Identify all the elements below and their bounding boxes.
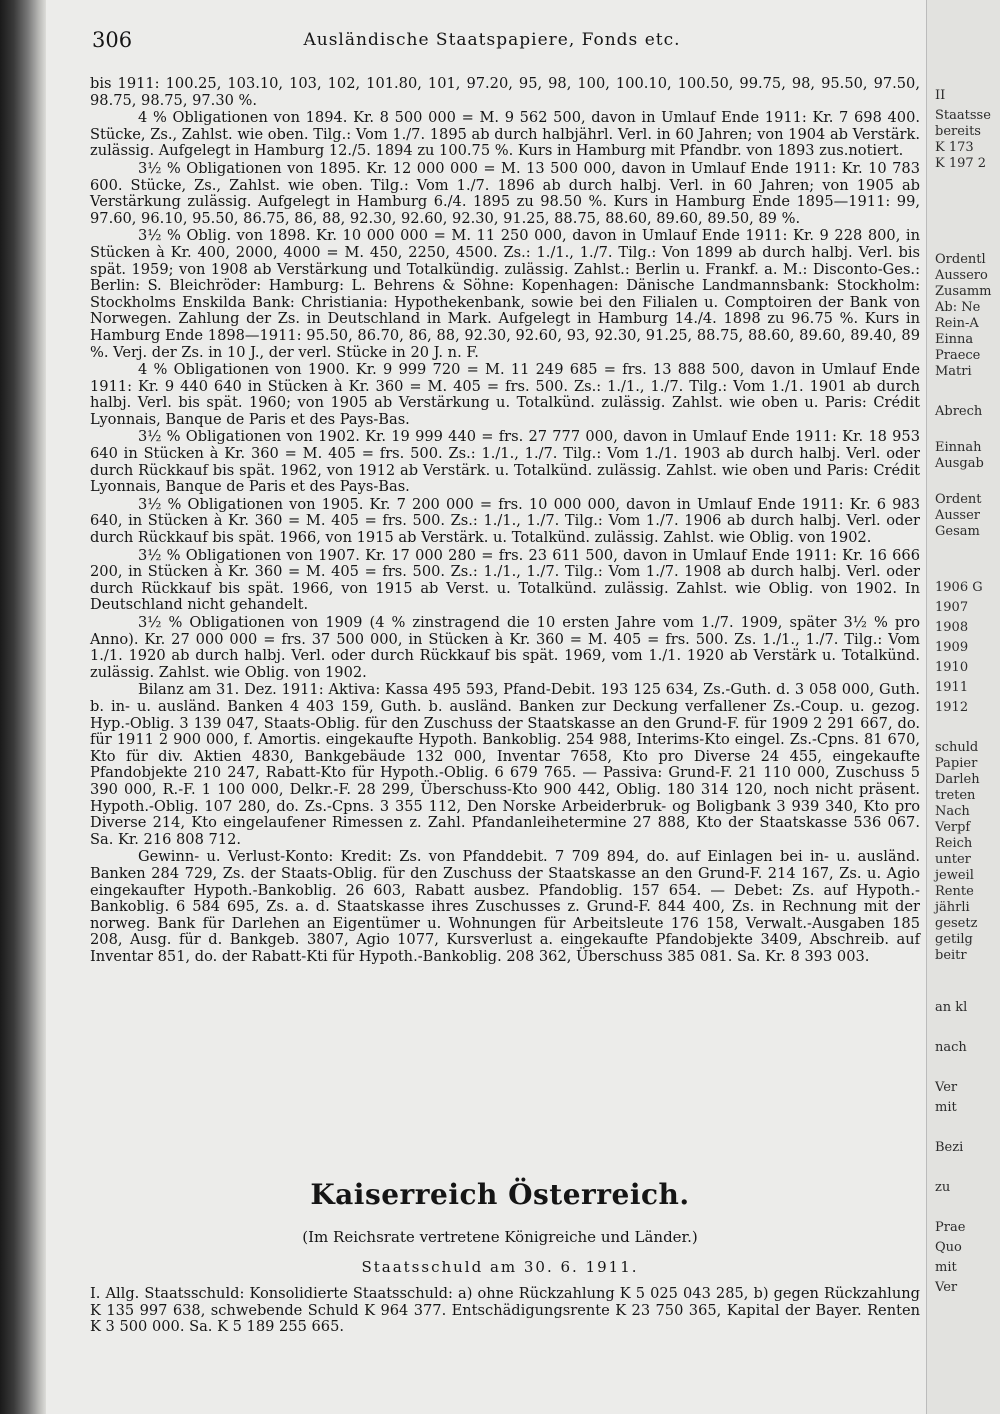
adjacent-page-text-fragment: Einna	[935, 332, 974, 347]
paragraph-bonds-1895: 3½ % Obligationen von 1895. Kr. 12 000 000 = M. 13 500 000, davon in Umlauf Ende 1911: Kr. 10 783 600. Stücke, Zs., Zahlst. wie oben. Tilg.: Vom 1./7. 1896 ab durch halbj. Verl. in 60 Jahren; von 1905 ab Verstärkung zulässig. Aufgelegt in Hamburg 6./4. 1895 zu 98.50 %. Kurs in Hamburg Ende 1895—1911: 99, 97.60, 96.10, 95.50, 86.75, 86, 88, 92.30, 92.60, 92.30, 91.25, 88.75, 88.60, 89.60, 89.50, 89 %.	[90, 159, 920, 227]
paragraph-profit-loss: Gewinn- u. Verlust-Konto: Kredit: Zs. von Pfanddebit. 7 709 894, do. auf Einlagen bei in- u. ausländ. Banken 284 729, Zs. der Staats-Oblig. für den Zuschuss der Staatskasse an den Grund-F. 214 167, Zs. u. Agio eingekaufter Hypoth.-Bankoblig. 26 603, Rabatt ausbez. Pfandoblig. 157 654. — Debet: Zs. auf Hypoth.-Bankoblig. 6 584 695, Zs. a. d. Staatskasse ihres Zuschusses z. Grund-F. 844 400, Zs. in Rechnung mit der norweg. Bank für Darlehen an Eigentümer u. Wohnungen für Arbeitsleute 176 158, Verwalt.-Ausgaben 185 208, Ausg. für d. Bankgeb. 3807, Agio 1077, Kursverlust a. eingekaufte Pfandobjekte 3409, Abschreib. auf Inventar 851, do. der Rabatt-Kti für Hypoth.-Bankoblig. 208 362, Überschuss 385 081. Sa. Kr. 8 393 003.	[90, 848, 920, 965]
paragraph-bonds-1902: 3½ % Obligationen von 1902. Kr. 19 999 440 = frs. 27 777 000, davon in Umlauf Ende 1911: Kr. 18 953 640 in Stücken à Kr. 360 = M. 405 = frs. 500. Zs.: 1./1., 1./7. Tilg.: Vom 1./1. 1903 ab durch halbj. Verl. oder durch Rückkauf bis spät. 1962, von 1912 ab Verstärk. u. Totalkünd. zulässig. Zahlst. wie oben und Paris: Crédit Lyonnais, Banque de Paris et des Pays-Bas.	[90, 428, 920, 496]
adjacent-page-text-fragment: getilg	[935, 932, 973, 947]
adjacent-page-text-fragment: Ver	[935, 1080, 958, 1095]
section-title: Kaiserreich Österreich.	[310, 1178, 690, 1211]
adjacent-page-text-fragment: nach	[935, 1040, 967, 1055]
adjacent-page-text-fragment: Ver	[935, 1280, 958, 1295]
adjacent-page-text-fragment: 1911	[935, 680, 969, 695]
adjacent-page-text-fragment: 1908	[935, 620, 969, 635]
adjacent-page-text-fragment: zu	[935, 1180, 951, 1195]
adjacent-page-text-fragment: schuld	[935, 740, 979, 755]
adjacent-page-text-fragment: K 173	[935, 140, 974, 155]
adjacent-page-text-fragment: Verpf	[935, 820, 971, 835]
adjacent-page-text-fragment: 1907	[935, 600, 969, 615]
adjacent-page-text-fragment: treten	[935, 788, 976, 803]
paragraph-balance-sheet: Bilanz am 31. Dez. 1911: Aktiva: Kassa 495 593, Pfand-Debit. 193 125 634, Zs.-Guth. d. 3 058 000, Guth. b. in- u. ausländ. Banken 4 403 159, Guth. b. ausländ. Banken zur Deckung verfallener Zs.-Coup. u. gezog. Hyp.-Oblig. 3 139 047, Staats-Oblig. für den Zuschuss der Staatskasse an den Grund-F. für 1909 2 291 667, do. für 1911 2 900 000, f. Amortis. eingekaufte Hypoth. Bankoblig. 254 988, Interims-Kto eingel. Zs.-Cpns. 81 670, Kto für div. Aktien 4830, Bankgebäude 132 000, Inventar 7658, Kto pro Diverse 24 455, eingekaufte Pfandobjekte 210 247, Rabatt-Kto für Hypoth.-Oblig. 6 679 765. — Passiva: Grund-F. 21 110 000, Zuschuss 5 390 000, R.-F. 1 100 000, Delkr.-F. 28 299, Überschuss-Kto 900 442, Oblig. 180 314 120, noch nicht präsent. Hypoth.-Oblig. 107 280, do. Zs.-Cpns. 3 355 112, Den Norske Arbeiderbruk- og Boligbank 3 939 340, Kto pro Diverse 214, Kto eingelaufener Rimessen z. Zahl. Pfandanleihetermine 27 888, Kto der Staatskasse 536 067. Sa. Kr. 216 808 712.	[90, 681, 920, 848]
adjacent-page-text-fragment: mit	[935, 1100, 957, 1115]
paragraph-bonds-1900: 4 % Obligationen von 1900. Kr. 9 999 720 = M. 11 249 685 = frs. 13 888 500, davon in Umlauf Ende 1911: Kr. 9 440 640 in Stücken à Kr. 360 = M. 405 = frs. 500. Zs.: 1./1., 1./7. Tilg.: Vom 1./1. 1901 ab durch halbj. Verl. bis spät. 1960; von 1905 ab Verstärkung u. Totalkünd. zulässig. Zahlst. wie oben u. Paris: Crédit Lyonnais, Banque de Paris et des Pays-Bas.	[90, 361, 920, 428]
adjacent-page-text-fragment: Ausserο	[935, 268, 988, 283]
paragraph-bonds-1909: 3½ % Obligationen von 1909 (4 % zinstragend die 10 ersten Jahre vom 1./7. 1909, später 3½ % pro Anno). Kr. 27 000 000 = frs. 37 500 000, in Stücken à Kr. 360 = M. 405 = frs. 500. Zs. 1./1., 1./7. Tilg.: Vom 1./1. 1920 ab durch halbj. Verl. oder durch Rückkauf bis spät. 1969, vom 1./1. 1920 ab Verstärk u. Totalkünd. zulässig. Zahlst. wie Oblig. von 1902.	[90, 614, 920, 681]
adjacent-page-text-fragment: an kl	[935, 1000, 968, 1015]
page-header	[92, 28, 892, 58]
adjacent-page-text-fragment: mit	[935, 1260, 957, 1275]
paragraph-bonds-1898: 3½ % Oblig. von 1898. Kr. 10 000 000 = M. 11 250 000, davon in Umlauf Ende 1911: Kr. 9 228 800, in Stücken à Kr. 400, 2000, 4000 = M. 450, 2250, 4500. Zs.: 1./1., 1./7. Tilg.: Von 1899 ab durch halbj. Verl. bis spät. 1959; von 1908 ab Verstärkung und Totalkündig. zulässig. Zahlst.: Berlin u. Frankf. a. M.: Disconto-Ges.: Berlin: S. Bleichröder: Hamburg: L. Behrens & Söhne: Kopenhagen: Dänische Landmannsbank: Stockholm: Stockholms Enskilda Bank: Christiania: Hypothekenbank, sowie bei den Filialen u. Comptoiren der Bank von Norwegen. Zahlung der Zs. in Deutschland in Mark. Aufgelegt in Hamburg 14./4. 1898 zu 96.75 %. Kurs in Hamburg Ende 1898—1911: 95.50, 86.70, 86, 88, 92.30, 92.60, 93, 92.30, 91.25, 88.75, 88.60, 89.60, 89.40, 89 %. Verj. der Zs. in 10 J., der verl. Stücke in 20 J. n. F.	[90, 227, 920, 361]
adjacent-page-text-fragment: Ordent	[935, 492, 982, 507]
adjacent-page-text-fragment: Quo	[935, 1240, 962, 1255]
adjacent-page-text-fragment: Nach	[935, 804, 970, 819]
adjacent-page-text-fragment: 1909	[935, 640, 969, 655]
paragraph-bonds-1907: 3½ % Obligationen von 1907. Kr. 17 000 280 = frs. 23 611 500, davon in Umlauf Ende 1911: Kr. 16 666 200, in Stücken à Kr. 360 = M. 405 = frs. 500. Zs.: 1./1., 1./7. Tilg.: Vom 1./7. 1908 ab durch halbj. Verl. oder durch Rückkauf bis spät. 1966, von 1915 ab Verst. u. Totalkünd. zulässig. Zahlst. wie Oblig. von 1902. In Deutschland nicht gehandelt.	[90, 546, 920, 614]
adjacent-page-text-fragment: gesetz	[935, 916, 978, 931]
section-heading: Staatsschuld am 30. 6. 1911.	[361, 1258, 639, 1276]
adjacent-page-text-fragment: Ab: Ne	[935, 300, 981, 315]
section-text: I. Allg. Staatsschuld: Konsolidierte Staatsschuld: a) ohne Rückzahlung K 5 025 043 285, b) gegen Rückzahlung K 135 997 638, schwebende Schuld K 964 377. Entschädigungsrente K 23 750 365, Kapital der Bayer. Renten K 3 500 000. Sa. K 5 189 255 665.	[90, 1285, 920, 1336]
adjacent-page-text-fragment: Einnah	[935, 440, 982, 455]
page-number: 306	[92, 28, 133, 52]
adjacent-page-text-fragment: Darleh	[935, 772, 980, 787]
adjacent-page-text-fragment: Ordentl	[935, 252, 986, 267]
adjacent-page-text-fragment: Abrech	[935, 404, 983, 419]
adjacent-page-text-fragment: unter	[935, 852, 971, 867]
adjacent-page-text-fragment: Praece	[935, 348, 981, 363]
adjacent-page-text-fragment: Zusamm	[935, 284, 992, 299]
adjacent-page-text-fragment: 1906 G	[935, 580, 983, 595]
adjacent-page-text-fragment: Rein-A	[935, 316, 979, 331]
adjacent-page-fragment	[926, 0, 1000, 1414]
running-head: Ausländische Staatspapiere, Fonds etc.	[303, 30, 681, 50]
adjacent-page-text-fragment: jeweil	[935, 868, 974, 883]
paragraph-price-list: bis 1911: 100.25, 103.10, 103, 102, 101.80, 101, 97.20, 95, 98, 100, 100.10, 100.50, 99.75, 98, 95.50, 97.50, 98.75, 98.75, 97.30 %.	[90, 75, 920, 109]
adjacent-page-text-fragment: Reich	[935, 836, 973, 851]
adjacent-page-text-fragment: bereits	[935, 124, 981, 139]
adjacent-page-text-fragment: Matri	[935, 364, 972, 379]
adjacent-page-text-fragment: beitr	[935, 948, 967, 963]
adjacent-page-text-fragment: Papier	[935, 756, 978, 771]
adjacent-page-text-fragment: Staatsse	[935, 108, 991, 123]
adjacent-page-text-fragment: Prae	[935, 1220, 966, 1235]
adjacent-page-text-fragment: Ausser	[935, 508, 981, 523]
adjacent-page-text-fragment: II	[935, 88, 946, 103]
adjacent-page-text-fragment: Ausgab	[935, 456, 984, 471]
adjacent-page-text-fragment: jährli	[935, 900, 970, 915]
adjacent-page-text-fragment: 1910	[935, 660, 969, 675]
paragraph-bonds-1894: 4 % Obligationen von 1894. Kr. 8 500 000 = M. 9 562 500, davon in Umlauf Ende 1911: Kr. 7 698 400. Stücke, Zs., Zahlst. wie oben. Tilg.: Vom 1./7. 1895 ab durch halbjährl. Verl. in 60 Jahren; von 1904 ab Verstärk. zulässig. Aufgelegt in Hamburg 12./5. 1894 zu 100.75 %. Kurs in Hamburg mit Pfandbr. von 1893 zus.notiert.	[90, 109, 920, 160]
adjacent-page-text-fragment: Rente	[935, 884, 974, 899]
text-body	[90, 76, 920, 966]
adjacent-page-text-fragment: Bezi	[935, 1140, 964, 1155]
book-gutter	[0, 0, 46, 1414]
section-subtitle: (Im Reichsrate vertretene Königreiche und Länder.)	[302, 1228, 698, 1246]
adjacent-page-text-fragment: K 197 2	[935, 156, 987, 171]
adjacent-page-text-fragment: Gesam	[935, 524, 980, 539]
adjacent-page-text-fragment: 1912	[935, 700, 969, 715]
paragraph-bonds-1905: 3½ % Obligationen von 1905. Kr. 7 200 000 = frs. 10 000 000, davon in Umlauf Ende 1911: Kr. 6 983 640, in Stücken à Kr. 360 = M. 405 = frs. 500. Zs.: 1./1., 1./7. Tilg.: Vom 1./7. 1906 ab durch halbj. Verl. oder durch Rückkauf bis spät. 1966, von 1915 ab Verstärk. u. Totalkünd. zulässig. Zahlst. wie Oblig. von 1902.	[90, 495, 920, 547]
